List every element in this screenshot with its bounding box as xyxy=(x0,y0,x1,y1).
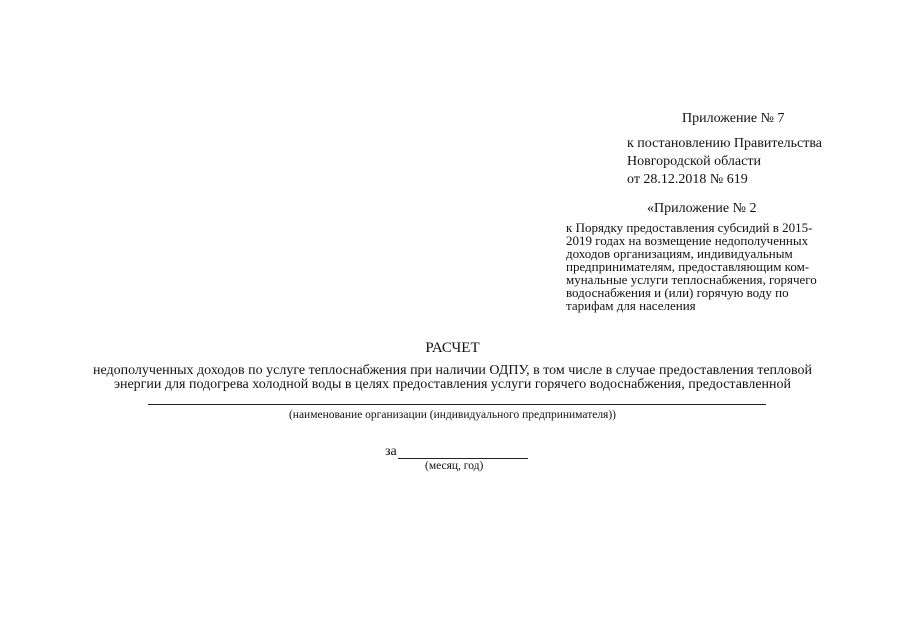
procedure-line: тарифам для населения xyxy=(566,298,696,313)
procedure-line: водоснабжения и (или) горячую воду по xyxy=(566,285,789,300)
title-description-line: энергии для подогрева холодной воды в целях предоставления услуги горячего водоснабжения, предоставленной xyxy=(113,377,792,392)
organization-caption: (наименование организации (индивидуального предпринимателя)) xyxy=(288,409,617,421)
procedure-line: доходов организациям, индивидуальным xyxy=(566,246,793,261)
resolution-line: к постановлению Правительства xyxy=(627,136,823,151)
procedure-line: мунальные услуги теплоснабжения, горячего xyxy=(566,272,817,287)
procedure-line: к Порядку предоставления субсидий в 2015- xyxy=(566,220,813,235)
title-description-line: недополученных доходов по услуге теплоснабжения при наличии ОДПУ, в том числе в случае предоставления тепловой xyxy=(92,363,813,378)
resolution-line: Новгородской области xyxy=(627,154,761,169)
procedure-line: предпринимателям, предоставляющим ком- xyxy=(566,259,810,274)
document-title: РАСЧЕТ xyxy=(425,340,480,356)
inner-appendix-number: «Приложение № 2 xyxy=(647,201,757,216)
appendix-number: Приложение № 7 xyxy=(682,111,785,126)
period-prefix: за xyxy=(385,444,397,459)
organization-fill-line xyxy=(148,404,766,405)
procedure-line: 2019 годах на возмещение недополученных xyxy=(566,233,809,248)
resolution-line: от 28.12.2018 № 619 xyxy=(627,172,748,187)
period-caption: (месяц, год) xyxy=(425,460,484,472)
period-fill-line xyxy=(398,458,528,459)
